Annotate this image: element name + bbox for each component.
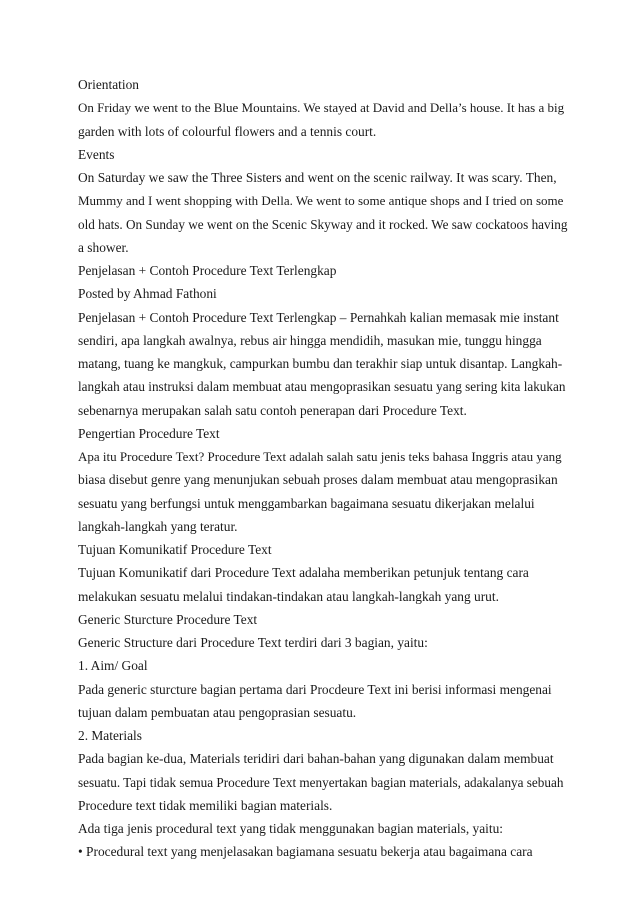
text-line: sesuatu yang berfungsi untuk menggambarkan bagaimana sesuatu dikerjakan melalui: [78, 495, 535, 511]
text-line: sesuatu. Tapi tidak semua Procedure Text menyertakan bagian materials, adakalanya sebuah: [78, 774, 564, 790]
text-line: On Saturday we saw the Three Sisters and went on the scenic railway. It was scary. Then,: [78, 170, 557, 185]
text-line: Penjelasan + Contoh Procedure Text Terlengkap: [78, 263, 337, 278]
text-line: 2. Materials: [78, 728, 142, 743]
text-line: Tujuan Komunikatif dari Procedure Text adalaha memberikan petunjuk tentang cara: [78, 565, 529, 581]
text-line: 1. Aim/ Goal: [78, 658, 148, 674]
text-line: • Procedural text yang menjelasakan bagiamana sesuatu bekerja atau bagaimana cara: [78, 844, 533, 860]
text-line: a shower.: [78, 239, 129, 255]
text-line: sendiri, apa langkah awalnya, rebus air hingga mendidih, masukan mie, tunggu hingga: [78, 332, 542, 348]
text-line: Apa itu Procedure Text? Procedure Text adalah salah satu jenis teks bahasa Inggris atau yang: [78, 449, 562, 464]
text-line: Procedure text tidak memiliki bagian materials.: [78, 797, 333, 813]
text-line: Mummy and I went shopping with Della. We went to some antique shops and I tried on some: [78, 193, 564, 209]
document-body: [78, 73, 568, 864]
text-line: Ada tiga jenis procedural text yang tidak menggunakan bagian materials, yaitu:: [78, 821, 504, 836]
text-line: Generic Sturcture Procedure Text: [78, 611, 258, 627]
text-line: Pengertian Procedure Text: [78, 425, 220, 441]
text-line: Pada bagian ke-dua, Materials teridiri dari bahan-bahan yang digunakan dalam membuat: [78, 751, 554, 767]
text-line: Orientation: [78, 77, 139, 92]
text-line: old hats. On Sunday we went on the Scenic Skyway and it rocked. We saw cockatoos having: [78, 216, 568, 232]
text-line: tujuan dalam pembuatan atau pengoprasian sesuatu.: [78, 704, 357, 720]
text-line: langkah atau instruksi dalam membuat atau mengoprasikan sesuatu yang sering kita lakukan: [78, 379, 566, 395]
text-line: Penjelasan + Contoh Procedure Text Terlengkap – Pernahkah kalian memasak mie instant: [78, 309, 559, 325]
text-line: Generic Structure dari Procedure Text terdiri dari 3 bagian, yaitu:: [78, 635, 428, 650]
text-line: matang, tuang ke mangkuk, campurkan bumbu dan terakhir siap untuk disantap. Langkah-: [78, 356, 563, 371]
text-line: sebenarnya merupakan salah satu contoh penerapan dari Procedure Text.: [78, 402, 467, 418]
text-line: Tujuan Komunikatif Procedure Text: [78, 542, 272, 557]
text-line: biasa disebut genre yang menunjukan sebuah proses dalam membuat atau mengoprasikan: [78, 472, 558, 488]
text-line: Events: [78, 146, 115, 162]
text-line: langkah-langkah yang teratur.: [78, 518, 238, 534]
text-line: melakukan sesuatu melalui tindakan-tindakan atau langkah-langkah yang urut.: [78, 588, 499, 604]
text-line: On Friday we went to the Blue Mountains. We stayed at David and Della’s house. It has a big: [78, 100, 565, 116]
text-line: garden with lots of colourful flowers and a tennis court.: [78, 123, 377, 139]
text-line: Posted by Ahmad Fathoni: [78, 286, 217, 302]
text-line: Pada generic sturcture bagian pertama dari Procdeure Text ini berisi informasi mengenai: [78, 681, 552, 697]
